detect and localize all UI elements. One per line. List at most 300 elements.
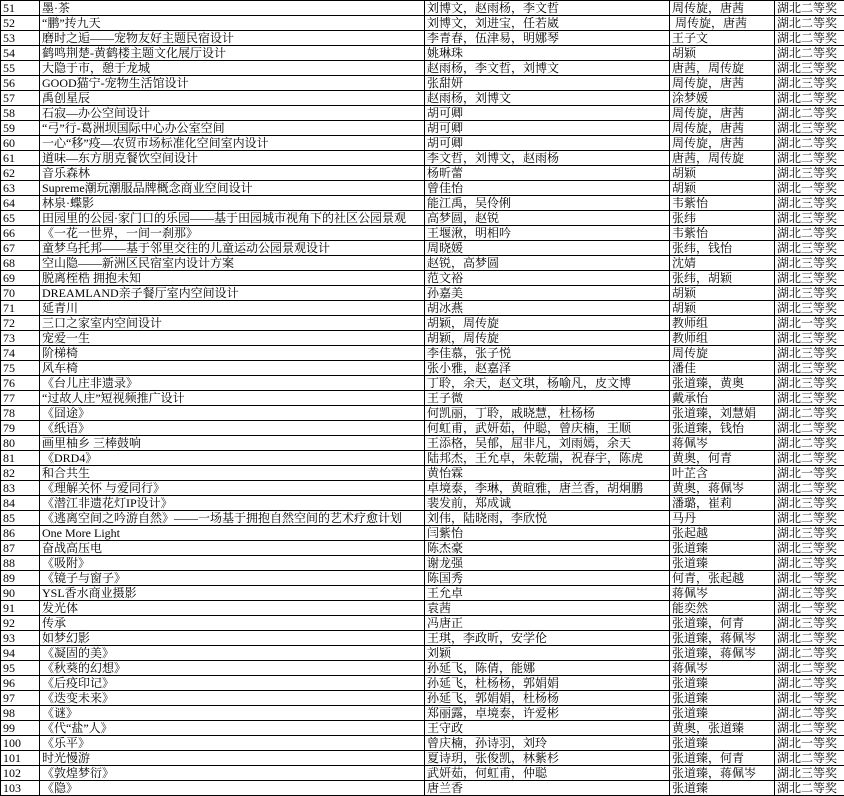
- row-number-cell[interactable]: 89: [1, 571, 40, 586]
- authors-cell[interactable]: 刘博文，赵雨杨，李文哲: [425, 1, 670, 16]
- row-number-cell[interactable]: 92: [1, 616, 40, 631]
- authors-cell[interactable]: 何虹甫，武妍茹，仲聪，曾庆楠，王顺: [425, 421, 670, 436]
- row-number-cell[interactable]: 81: [1, 451, 40, 466]
- authors-cell[interactable]: 袁茜: [425, 601, 670, 616]
- work-title-cell[interactable]: 和合共生: [40, 466, 425, 481]
- award-cell[interactable]: 湖北三等奖: [775, 121, 844, 136]
- authors-cell[interactable]: 刘伟，陆晓雨，李欣悦: [425, 511, 670, 526]
- table-row: [1, 676, 844, 691]
- advisors-cell[interactable]: 张道臻: [670, 541, 775, 556]
- advisors-cell[interactable]: 教师组: [670, 331, 775, 346]
- row-number-cell[interactable]: 73: [1, 331, 40, 346]
- work-title-cell[interactable]: 《凝固的美》: [40, 646, 425, 661]
- work-title-cell[interactable]: 童梦乌托邦——基于邻里交往的儿童运动公园景观设计: [40, 241, 425, 256]
- row-number-cell[interactable]: 93: [1, 631, 40, 646]
- award-cell[interactable]: 湖北三等奖: [775, 616, 844, 631]
- row-number-cell[interactable]: 96: [1, 676, 40, 691]
- advisors-cell[interactable]: 唐茜，周传旋: [670, 151, 775, 166]
- advisors-cell[interactable]: 戴承怡: [670, 391, 775, 406]
- table-row: [1, 511, 844, 526]
- table-row: [1, 76, 844, 91]
- award-cell[interactable]: 湖北三等奖: [775, 556, 844, 571]
- award-cell[interactable]: 湖北三等奖: [775, 526, 844, 541]
- work-title-cell[interactable]: 田园里的公园·家门口的乐园——基于田园城市视角下的社区公园景观: [40, 211, 425, 226]
- work-title-cell[interactable]: 时光慢游: [40, 751, 425, 766]
- row-number-cell[interactable]: 75: [1, 361, 40, 376]
- award-cell[interactable]: 湖北二等奖: [775, 451, 844, 466]
- row-number-cell[interactable]: 70: [1, 286, 40, 301]
- authors-cell[interactable]: 陆邦杰，王允卓，朱乾瑞，祝春宇，陈虎: [425, 451, 670, 466]
- work-title-cell[interactable]: 《理解关怀 与爱同行》: [40, 481, 425, 496]
- work-title-cell[interactable]: 《秋葵的幻想》: [40, 661, 425, 676]
- award-cell[interactable]: 湖北三等奖: [775, 286, 844, 301]
- authors-cell[interactable]: 杨昕蕾: [425, 166, 670, 181]
- row-number-cell[interactable]: 98: [1, 706, 40, 721]
- row-number-cell[interactable]: 66: [1, 226, 40, 241]
- work-title-cell[interactable]: 《潜江非遗花灯IP设计》: [40, 496, 425, 511]
- authors-cell[interactable]: 郑丽露，卓境泰，许爱彬: [425, 706, 670, 721]
- row-number-cell[interactable]: 103: [1, 781, 40, 796]
- work-title-cell[interactable]: 音乐森林: [40, 166, 425, 181]
- award-cell[interactable]: 湖北三等奖: [775, 391, 844, 406]
- award-table-body: [1, 1, 844, 796]
- advisors-cell[interactable]: 周传旋，唐茜: [670, 121, 775, 136]
- advisors-cell[interactable]: 张道臻: [670, 556, 775, 571]
- row-number-cell[interactable]: 99: [1, 721, 40, 736]
- work-title-cell[interactable]: 大隐于市，憩于龙城: [40, 61, 425, 76]
- advisors-cell[interactable]: 张道臻，蒋佩岑: [670, 766, 775, 781]
- award-cell[interactable]: 湖北二等奖: [775, 421, 844, 436]
- table-row: [1, 556, 844, 571]
- advisors-cell[interactable]: 黄奥，何青: [670, 451, 775, 466]
- award-cell[interactable]: 湖北一等奖: [775, 466, 844, 481]
- authors-cell[interactable]: 赵雨杨，刘博文: [425, 91, 670, 106]
- advisors-cell[interactable]: 潘璐，崔莉: [670, 496, 775, 511]
- award-cell[interactable]: 湖北二等奖: [775, 46, 844, 61]
- row-number-cell[interactable]: 74: [1, 346, 40, 361]
- row-number-cell[interactable]: 77: [1, 391, 40, 406]
- table-row: [1, 706, 844, 721]
- award-cell[interactable]: 湖北二等奖: [775, 151, 844, 166]
- row-number-cell[interactable]: 80: [1, 436, 40, 451]
- award-cell[interactable]: 湖北二等奖: [775, 436, 844, 451]
- advisors-cell[interactable]: 张纬，胡颖: [670, 271, 775, 286]
- table-row: [1, 391, 844, 406]
- table-row: [1, 31, 844, 46]
- advisors-cell[interactable]: 张道臻: [670, 691, 775, 706]
- award-cell[interactable]: 湖北二等奖: [775, 16, 844, 31]
- authors-cell[interactable]: 孙延飞，郭娟娟，杜杨杨: [425, 691, 670, 706]
- row-number-cell[interactable]: 71: [1, 301, 40, 316]
- row-number-cell[interactable]: 91: [1, 601, 40, 616]
- advisors-cell[interactable]: 张道臻: [670, 736, 775, 751]
- row-number-cell[interactable]: 76: [1, 376, 40, 391]
- authors-cell[interactable]: 黄怡霖: [425, 466, 670, 481]
- advisors-cell[interactable]: 张道臻，何青: [670, 751, 775, 766]
- authors-cell[interactable]: 张甜妍: [425, 76, 670, 91]
- award-cell[interactable]: 湖北三等奖: [775, 211, 844, 226]
- authors-cell[interactable]: 赵锐，高梦圆: [425, 256, 670, 271]
- award-cell[interactable]: 湖北二等奖: [775, 661, 844, 676]
- authors-cell[interactable]: 陈国秀: [425, 571, 670, 586]
- table-row: [1, 766, 844, 781]
- award-cell[interactable]: 湖北三等奖: [775, 331, 844, 346]
- award-cell[interactable]: 湖北二等奖: [775, 676, 844, 691]
- row-number-cell[interactable]: 95: [1, 661, 40, 676]
- advisors-cell[interactable]: 蒋佩岑: [670, 661, 775, 676]
- work-title-cell[interactable]: One More Light: [40, 526, 425, 541]
- authors-cell[interactable]: 李青春，伍津易，明娜琴: [425, 31, 670, 46]
- award-cell[interactable]: 湖北二等奖: [775, 646, 844, 661]
- row-number-cell[interactable]: 102: [1, 766, 40, 781]
- row-number-cell[interactable]: 101: [1, 751, 40, 766]
- advisors-cell[interactable]: 周传旋，唐茜: [670, 76, 775, 91]
- award-cell[interactable]: 湖北三等奖: [775, 541, 844, 556]
- authors-cell[interactable]: 胡颖，周传旋: [425, 316, 670, 331]
- advisors-cell[interactable]: 周传旋，唐茜: [670, 16, 775, 31]
- row-number-cell[interactable]: 51: [1, 1, 40, 16]
- row-number-cell[interactable]: 88: [1, 556, 40, 571]
- work-title-cell[interactable]: 奋战高压电: [40, 541, 425, 556]
- award-cell[interactable]: 湖北二等奖: [775, 106, 844, 121]
- work-title-cell[interactable]: 《敦煌梦衍》: [40, 766, 425, 781]
- authors-cell[interactable]: 丁聆，余天，赵文琪，杨喻凡，皮文博: [425, 376, 670, 391]
- authors-cell[interactable]: 曾佳怡: [425, 181, 670, 196]
- award-cell[interactable]: 湖北三等奖: [775, 586, 844, 601]
- advisors-cell[interactable]: 张道臻，钱怡: [670, 421, 775, 436]
- work-title-cell[interactable]: 林泉·蝶影: [40, 196, 425, 211]
- row-number-cell[interactable]: 53: [1, 31, 40, 46]
- authors-cell[interactable]: 李佳慕，张子悦: [425, 346, 670, 361]
- authors-cell[interactable]: 胡颖，周传旋: [425, 331, 670, 346]
- advisors-cell[interactable]: 胡颖: [670, 301, 775, 316]
- advisors-cell[interactable]: 张道臻: [670, 706, 775, 721]
- row-number-cell[interactable]: 56: [1, 76, 40, 91]
- work-title-cell[interactable]: 阶梯椅: [40, 346, 425, 361]
- advisors-cell[interactable]: 张道臻: [670, 781, 775, 796]
- work-title-cell[interactable]: 空山隐——新洲区民宿室内设计方案: [40, 256, 425, 271]
- authors-cell[interactable]: 裴发前，郑成诚: [425, 496, 670, 511]
- authors-cell[interactable]: 夏诗玥，张俊凯，林紫杉: [425, 751, 670, 766]
- advisors-cell[interactable]: 胡颖: [670, 166, 775, 181]
- authors-cell[interactable]: 何凯丽，丁聆，戚晓慧，杜杨杨: [425, 406, 670, 421]
- advisors-cell[interactable]: 教师组: [670, 316, 775, 331]
- award-cell[interactable]: 湖北二等奖: [775, 91, 844, 106]
- advisors-cell[interactable]: 张道臻，蒋佩岑: [670, 646, 775, 661]
- row-number-cell[interactable]: 57: [1, 91, 40, 106]
- work-title-cell[interactable]: 《后疫印记》: [40, 676, 425, 691]
- authors-cell[interactable]: 王子微: [425, 391, 670, 406]
- table-row: [1, 691, 844, 706]
- table-row: [1, 586, 844, 601]
- award-cell[interactable]: 湖北一等奖: [775, 571, 844, 586]
- row-number-cell[interactable]: 94: [1, 646, 40, 661]
- award-cell[interactable]: 湖北二等奖: [775, 511, 844, 526]
- award-cell[interactable]: 湖北三等奖: [775, 76, 844, 91]
- advisors-cell[interactable]: 能奕然: [670, 601, 775, 616]
- advisors-cell[interactable]: 张道臻，黄奥: [670, 376, 775, 391]
- row-number-cell[interactable]: 79: [1, 421, 40, 436]
- row-number-cell[interactable]: 55: [1, 61, 40, 76]
- row-number-cell[interactable]: 67: [1, 241, 40, 256]
- advisors-cell[interactable]: 何青，张起越: [670, 571, 775, 586]
- authors-cell[interactable]: 孙嘉美: [425, 286, 670, 301]
- table-row: [1, 631, 844, 646]
- row-number-cell[interactable]: 69: [1, 271, 40, 286]
- row-number-cell[interactable]: 86: [1, 526, 40, 541]
- award-cell[interactable]: 湖北三等奖: [775, 61, 844, 76]
- row-number-cell[interactable]: 78: [1, 406, 40, 421]
- advisors-cell[interactable]: 周传旋，唐茜: [670, 106, 775, 121]
- advisors-cell[interactable]: 马丹: [670, 511, 775, 526]
- work-title-cell[interactable]: 《代“盐”人》: [40, 721, 425, 736]
- award-cell[interactable]: 湖北二等奖: [775, 31, 844, 46]
- table-row: [1, 121, 844, 136]
- authors-cell[interactable]: 高梦圆，赵锐: [425, 211, 670, 226]
- award-cell[interactable]: 湖北三等奖: [775, 241, 844, 256]
- row-number-cell[interactable]: 83: [1, 481, 40, 496]
- work-title-cell[interactable]: 禹创星辰: [40, 91, 425, 106]
- authors-cell[interactable]: 闫紫怡: [425, 526, 670, 541]
- advisors-cell[interactable]: 胡颖: [670, 181, 775, 196]
- table-row: [1, 661, 844, 676]
- award-cell[interactable]: 湖北三等奖: [775, 301, 844, 316]
- award-cell[interactable]: 湖北二等奖: [775, 631, 844, 646]
- work-title-cell[interactable]: 延青川: [40, 301, 425, 316]
- table-row: [1, 91, 844, 106]
- table-row: [1, 211, 844, 226]
- award-cell[interactable]: 湖北三等奖: [775, 766, 844, 781]
- advisors-cell[interactable]: 沈婧: [670, 256, 775, 271]
- award-cell[interactable]: 湖北三等奖: [775, 496, 844, 511]
- award-cell[interactable]: 湖北三等奖: [775, 376, 844, 391]
- authors-cell[interactable]: 胡可卿: [425, 136, 670, 151]
- work-title-cell[interactable]: 道味—东方朋克餐饮空间设计: [40, 151, 425, 166]
- award-cell[interactable]: 湖北一等奖: [775, 601, 844, 616]
- award-cell[interactable]: 湖北二等奖: [775, 406, 844, 421]
- award-cell[interactable]: 湖北一等奖: [775, 316, 844, 331]
- work-title-cell[interactable]: 发光体: [40, 601, 425, 616]
- row-number-cell[interactable]: 52: [1, 16, 40, 31]
- table-row: [1, 1, 844, 16]
- advisors-cell[interactable]: 韦紫怡: [670, 196, 775, 211]
- row-number-cell[interactable]: 59: [1, 121, 40, 136]
- table-row: [1, 751, 844, 766]
- authors-cell[interactable]: 刘颖: [425, 646, 670, 661]
- award-cell[interactable]: 湖北三等奖: [775, 346, 844, 361]
- work-title-cell[interactable]: 《镜子与窗子》: [40, 571, 425, 586]
- authors-cell[interactable]: 李文哲，刘博文，赵雨杨: [425, 151, 670, 166]
- advisors-cell[interactable]: 王子文: [670, 31, 775, 46]
- work-title-cell[interactable]: GOOD猫宁-宠物生活馆设计: [40, 76, 425, 91]
- award-cell[interactable]: 湖北三等奖: [775, 196, 844, 211]
- award-cell[interactable]: 湖北三等奖: [775, 166, 844, 181]
- advisors-cell[interactable]: 涂梦媛: [670, 91, 775, 106]
- row-number-cell[interactable]: 68: [1, 256, 40, 271]
- authors-cell[interactable]: 唐兰香: [425, 781, 670, 796]
- award-cell[interactable]: 湖北二等奖: [775, 226, 844, 241]
- advisors-cell[interactable]: 张道臻，何青: [670, 616, 775, 631]
- row-number-cell[interactable]: 62: [1, 166, 40, 181]
- award-cell[interactable]: 湖北二等奖: [775, 781, 844, 796]
- work-title-cell[interactable]: Supreme潮玩潮服品牌概念商业空间设计: [40, 181, 425, 196]
- advisors-cell[interactable]: 胡颖: [670, 286, 775, 301]
- work-title-cell[interactable]: 《DRD4》: [40, 451, 425, 466]
- authors-cell[interactable]: 王守政: [425, 721, 670, 736]
- award-cell[interactable]: 湖北二等奖: [775, 481, 844, 496]
- authors-cell[interactable]: 王允卓: [425, 586, 670, 601]
- table-row: [1, 406, 844, 421]
- award-cell[interactable]: 湖北二等奖: [775, 721, 844, 736]
- award-cell[interactable]: 湖北三等奖: [775, 271, 844, 286]
- work-title-cell[interactable]: “鹏”抟九天: [40, 16, 425, 31]
- table-row: [1, 721, 844, 736]
- work-title-cell[interactable]: 宠爱一生: [40, 331, 425, 346]
- work-title-cell[interactable]: YSL香水商业摄影: [40, 586, 425, 601]
- authors-cell[interactable]: 胡可卿: [425, 121, 670, 136]
- authors-cell[interactable]: 范文裕: [425, 271, 670, 286]
- advisors-cell[interactable]: 张起越: [670, 526, 775, 541]
- award-cell[interactable]: 湖北一等奖: [775, 736, 844, 751]
- work-title-cell[interactable]: 《逃离空间之吟游自然》——一场基于拥抱自然空间的艺术疗愈计划: [40, 511, 425, 526]
- work-title-cell[interactable]: 《乐平》: [40, 736, 425, 751]
- authors-cell[interactable]: 陈杰豪: [425, 541, 670, 556]
- advisors-cell[interactable]: 周传旋: [670, 346, 775, 361]
- advisors-cell[interactable]: 唐茜，周传旋: [670, 61, 775, 76]
- table-row: [1, 106, 844, 121]
- authors-cell[interactable]: 赵雨杨，李文哲，刘博文: [425, 61, 670, 76]
- authors-cell[interactable]: 卓境泰，李琳，黄暄雅，唐兰香，胡炯鹏: [425, 481, 670, 496]
- work-title-cell[interactable]: 风车椅: [40, 361, 425, 376]
- authors-cell[interactable]: 冯唐正: [425, 616, 670, 631]
- advisors-cell[interactable]: 叶芷含: [670, 466, 775, 481]
- authors-cell[interactable]: 王堰湫，明相吟: [425, 226, 670, 241]
- authors-cell[interactable]: 孙延飞，杜杨杨，郭娟娟: [425, 676, 670, 691]
- work-title-cell[interactable]: 《纸语》: [40, 421, 425, 436]
- work-title-cell[interactable]: 《囧途》: [40, 406, 425, 421]
- work-title-cell[interactable]: 脱离桎梏 拥抱未知: [40, 271, 425, 286]
- award-cell[interactable]: 湖北二等奖: [775, 136, 844, 151]
- row-number-cell[interactable]: 85: [1, 511, 40, 526]
- advisors-cell[interactable]: 韦紫怡: [670, 226, 775, 241]
- authors-cell[interactable]: 胡可卿: [425, 106, 670, 121]
- work-title-cell[interactable]: 磨时之逅——宠物友好主题民宿设计: [40, 31, 425, 46]
- work-title-cell[interactable]: 鹤鸣荆楚-黄鹤楼主题文化展厅设计: [40, 46, 425, 61]
- table-row: [1, 46, 844, 61]
- work-title-cell[interactable]: 墨·茶: [40, 1, 425, 16]
- award-cell[interactable]: 湖北三等奖: [775, 361, 844, 376]
- work-title-cell[interactable]: 一心“移”疫—农贸市场标准化空间室内设计: [40, 136, 425, 151]
- table-row: [1, 271, 844, 286]
- award-cell[interactable]: 湖北三等奖: [775, 256, 844, 271]
- row-number-cell[interactable]: 58: [1, 106, 40, 121]
- work-title-cell[interactable]: 画里柚乡 三棒鼓响: [40, 436, 425, 451]
- advisors-cell[interactable]: 张道臻，蒋佩岑: [670, 631, 775, 646]
- table-row: [1, 466, 844, 481]
- award-cell[interactable]: 湖北一等奖: [775, 181, 844, 196]
- authors-cell[interactable]: 刘博文，刘进宝，任若崴: [425, 16, 670, 31]
- row-number-cell[interactable]: 84: [1, 496, 40, 511]
- authors-cell[interactable]: 姚琳珠: [425, 46, 670, 61]
- row-number-cell[interactable]: 64: [1, 196, 40, 211]
- authors-cell[interactable]: 张小雅，赵嘉泽: [425, 361, 670, 376]
- work-title-cell[interactable]: 《台儿庄非遗录》: [40, 376, 425, 391]
- table-row: [1, 166, 844, 181]
- advisors-cell[interactable]: 张道臻: [670, 676, 775, 691]
- row-number-cell[interactable]: 61: [1, 151, 40, 166]
- row-number-cell[interactable]: 60: [1, 136, 40, 151]
- advisors-cell[interactable]: 胡颖: [670, 46, 775, 61]
- table-row: [1, 421, 844, 436]
- authors-cell[interactable]: 曾庆楠，孙诗羽，刘玲: [425, 736, 670, 751]
- row-number-cell[interactable]: 82: [1, 466, 40, 481]
- work-title-cell[interactable]: 《迭变未来》: [40, 691, 425, 706]
- table-row: [1, 601, 844, 616]
- advisors-cell[interactable]: 周传旋，唐茜: [670, 136, 775, 151]
- advisors-cell[interactable]: 黄奥，张道臻: [670, 721, 775, 736]
- row-number-cell[interactable]: 87: [1, 541, 40, 556]
- table-row: [1, 451, 844, 466]
- award-cell[interactable]: 湖北二等奖: [775, 1, 844, 16]
- row-number-cell[interactable]: 54: [1, 46, 40, 61]
- table-row: [1, 256, 844, 271]
- advisors-cell[interactable]: 张纬，钱怡: [670, 241, 775, 256]
- award-cell[interactable]: 湖北二等奖: [775, 751, 844, 766]
- award-cell[interactable]: 湖北二等奖: [775, 706, 844, 721]
- work-title-cell[interactable]: 石寂—办公空间设计: [40, 106, 425, 121]
- authors-cell[interactable]: 能江禹，吴伶俐: [425, 196, 670, 211]
- work-title-cell[interactable]: 三口之家室内空间设计: [40, 316, 425, 331]
- table-row: [1, 571, 844, 586]
- row-number-cell[interactable]: 65: [1, 211, 40, 226]
- authors-cell[interactable]: 胡冰燕: [425, 301, 670, 316]
- table-row: [1, 316, 844, 331]
- row-number-cell[interactable]: 90: [1, 586, 40, 601]
- work-title-cell[interactable]: “过故人庄”短视频推广设计: [40, 391, 425, 406]
- work-title-cell[interactable]: 《隐》: [40, 781, 425, 796]
- table-row: [1, 346, 844, 361]
- table-row: [1, 646, 844, 661]
- work-title-cell[interactable]: 传承: [40, 616, 425, 631]
- work-title-cell[interactable]: “弓”行-葛洲坝国际中心办公室空间: [40, 121, 425, 136]
- authors-cell[interactable]: 王琪，李政昕，安学伦: [425, 631, 670, 646]
- work-title-cell[interactable]: 《谜》: [40, 706, 425, 721]
- table-row: [1, 436, 844, 451]
- advisors-cell[interactable]: 张纬: [670, 211, 775, 226]
- advisors-cell[interactable]: 黄奥，蒋佩岑: [670, 481, 775, 496]
- row-number-cell[interactable]: 100: [1, 736, 40, 751]
- authors-cell[interactable]: 王添格，吴郁，屈非凡，刘雨嫣，余天: [425, 436, 670, 451]
- advisors-cell[interactable]: 蒋佩岑: [670, 436, 775, 451]
- work-title-cell[interactable]: DREAMLAND亲子餐厅室内空间设计: [40, 286, 425, 301]
- work-title-cell[interactable]: 《一花一世界，一间一刹那》: [40, 226, 425, 241]
- authors-cell[interactable]: 孙延飞，陈倩，能娜: [425, 661, 670, 676]
- advisors-cell[interactable]: 蒋佩岑: [670, 586, 775, 601]
- advisors-cell[interactable]: 潘佳: [670, 361, 775, 376]
- authors-cell[interactable]: 谢龙强: [425, 556, 670, 571]
- work-title-cell[interactable]: 《吸附》: [40, 556, 425, 571]
- row-number-cell[interactable]: 97: [1, 691, 40, 706]
- authors-cell[interactable]: 武妍茹，何虹甫，仲聪: [425, 766, 670, 781]
- row-number-cell[interactable]: 72: [1, 316, 40, 331]
- table-row: [1, 331, 844, 346]
- work-title-cell[interactable]: 如梦幻影: [40, 631, 425, 646]
- award-cell[interactable]: 湖北一等奖: [775, 691, 844, 706]
- advisors-cell[interactable]: 周传旋，唐茜: [670, 1, 775, 16]
- advisors-cell[interactable]: 张道臻，刘慧娟: [670, 406, 775, 421]
- authors-cell[interactable]: 周晓媛: [425, 241, 670, 256]
- row-number-cell[interactable]: 63: [1, 181, 40, 196]
